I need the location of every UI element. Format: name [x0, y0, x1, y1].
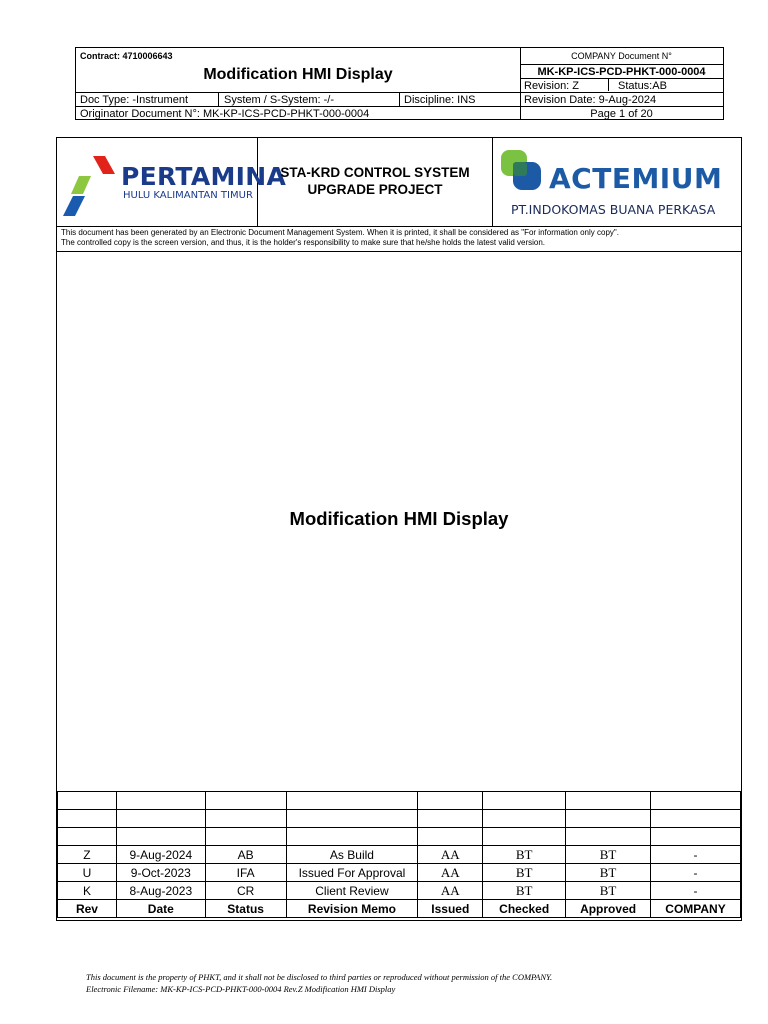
footer-property-notice: This document is the property of PHKT, and it shall not be disclosed to third parties or reproduced without permission of the COMPANY.	[86, 972, 553, 982]
revision-header-cell: Checked	[483, 900, 566, 918]
page-footer	[86, 971, 552, 995]
revision-cell: Client Review	[286, 882, 418, 900]
revision-cell: IFA	[205, 864, 286, 882]
revision-cell: 9-Aug-2024	[116, 846, 205, 864]
revision-header-cell: Rev	[58, 900, 117, 918]
revision-cell	[58, 828, 117, 846]
revision-header-cell: Status	[205, 900, 286, 918]
revision-cell: -	[651, 864, 741, 882]
revision-cell: -	[651, 882, 741, 900]
revision-cell: 9-Oct-2023	[116, 864, 205, 882]
revision-header-cell: Approved	[566, 900, 651, 918]
system-field: System / S-System: -/-	[224, 94, 335, 106]
revision-header-cell: Revision Memo	[286, 900, 418, 918]
actemium-emblem-icon	[499, 148, 543, 192]
revision-cell: BT	[566, 882, 651, 900]
revision-cell: U	[58, 864, 117, 882]
project-title	[258, 164, 492, 198]
actemium-logo	[497, 144, 741, 224]
pertamina-emblem-icon	[63, 154, 119, 218]
footer-filename: Electronic Filename: MK-KP-ICS-PCD-PHKT-000-0004 Rev.Z Modification HMI Display	[86, 984, 396, 994]
project-title-line1: STA-KRD CONTROL SYSTEM	[280, 165, 470, 180]
status-field: Status:AB	[618, 80, 667, 92]
actemium-subtitle: PT.INDOKOMAS BUANA PERKASA	[511, 202, 716, 217]
revision-row	[58, 864, 741, 882]
revision-cell: AA	[418, 846, 483, 864]
revision-cell	[286, 792, 418, 810]
pertamina-name: PERTAMINA	[121, 162, 287, 191]
revision-cell	[418, 810, 483, 828]
revision-cell	[205, 828, 286, 846]
revision-date-field: Revision Date: 9-Aug-2024	[524, 94, 657, 106]
revision-cell: BT	[483, 846, 566, 864]
revision-cell	[483, 792, 566, 810]
revision-row	[58, 792, 741, 810]
revision-cell: CR	[205, 882, 286, 900]
revision-cell	[651, 828, 741, 846]
revision-cell: BT	[566, 846, 651, 864]
revision-cell: As Build	[286, 846, 418, 864]
project-title-line2: UPGRADE PROJECT	[307, 182, 443, 197]
revision-cell	[116, 792, 205, 810]
page-number: Page 1 of 20	[590, 108, 653, 120]
pertamina-logo	[63, 154, 287, 218]
revision-cell: -	[651, 846, 741, 864]
revision-cell: AA	[418, 882, 483, 900]
revision-cell: BT	[566, 864, 651, 882]
revision-cell: Z	[58, 846, 117, 864]
revision-cell	[418, 828, 483, 846]
revision-cell: AB	[205, 846, 286, 864]
originator-field: Originator Document N°: MK-KP-ICS-PCD-PHKT-000-0004	[80, 108, 370, 120]
revision-cell	[566, 828, 651, 846]
revision-cell	[483, 810, 566, 828]
revision-row	[58, 882, 741, 900]
revision-table	[57, 791, 741, 918]
notice-line2: The controlled copy is the screen version, and thus, it is the holder's responsibility to make sure that he/she holds the latest valid version.	[61, 238, 546, 247]
cover-title: Modification HMI Display	[289, 508, 509, 529]
revision-cell	[651, 810, 741, 828]
revision-row	[58, 828, 741, 846]
document-header	[75, 47, 724, 120]
revision-row	[58, 846, 741, 864]
revision-header-cell: COMPANY	[651, 900, 741, 918]
revision-row	[58, 810, 741, 828]
cover-frame	[56, 137, 742, 921]
company-doc-number: MK-KP-ICS-PCD-PHKT-000-0004	[537, 66, 706, 78]
revision-cell	[651, 792, 741, 810]
revision-header-cell: Issued	[418, 900, 483, 918]
revision-cell	[566, 792, 651, 810]
revision-cell	[58, 810, 117, 828]
revision-cell	[483, 828, 566, 846]
revision-cell	[566, 810, 651, 828]
logo-row	[57, 138, 741, 227]
revision-cell: Issued For Approval	[286, 864, 418, 882]
doc-type-field: Doc Type: -Instrument	[80, 94, 189, 106]
notice-line1: This document has been generated by an Electronic Document Management System. When it is printed, it shall be considered as "For information only copy".	[61, 228, 619, 237]
revision-cell: AA	[418, 864, 483, 882]
company-doc-label: COMPANY Document N°	[571, 51, 672, 61]
edms-notice	[57, 226, 741, 252]
revision-header-cell: Date	[116, 900, 205, 918]
header-title: Modification HMI Display	[203, 66, 393, 83]
revision-cell	[116, 828, 205, 846]
revision-cell	[418, 792, 483, 810]
revision-cell: K	[58, 882, 117, 900]
actemium-name: ACTEMIUM	[549, 162, 723, 195]
pertamina-subtitle: HULU KALIMANTAN TIMUR	[123, 190, 253, 201]
contract-number: Contract: 4710006643	[80, 51, 173, 61]
revision-cell	[205, 792, 286, 810]
revision-cell	[286, 810, 418, 828]
revision-field: Revision: Z	[524, 80, 580, 92]
revision-cell	[116, 810, 205, 828]
revision-cell: BT	[483, 864, 566, 882]
revision-header-row	[58, 900, 741, 918]
revision-cell	[286, 828, 418, 846]
revision-cell: 8-Aug-2023	[116, 882, 205, 900]
discipline-field: Discipline: INS	[404, 94, 476, 106]
revision-cell	[58, 792, 117, 810]
revision-cell: BT	[483, 882, 566, 900]
revision-cell	[205, 810, 286, 828]
